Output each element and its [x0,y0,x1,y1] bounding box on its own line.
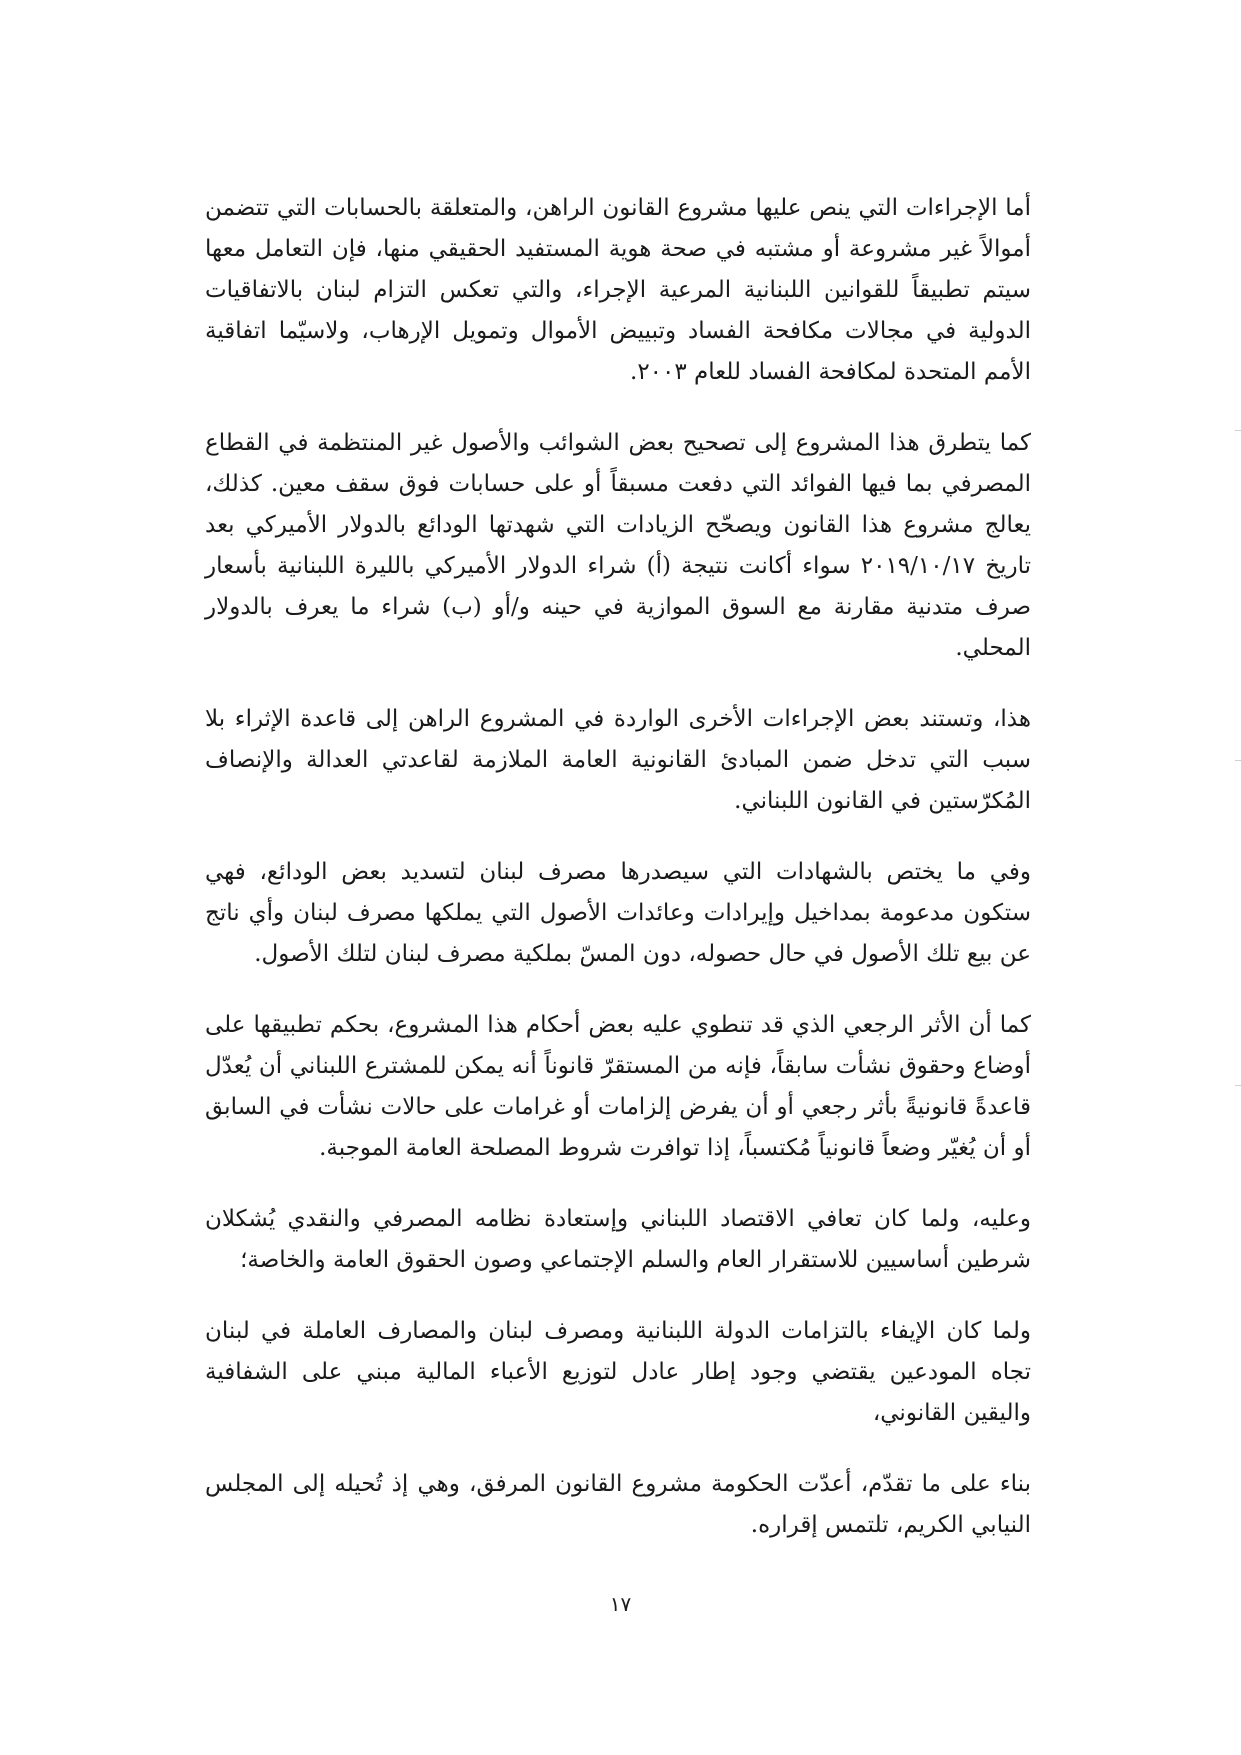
paragraph-6: وعليه، ولما كان تعافي الاقتصاد اللبناني وإستعادة نظامه المصرفي والنقدي يُشكلان شرطين أساسيين للاستقرار العام والسلم الإجتماعي وصون الحقوق العامة والخاصة؛ [205,1206,1031,1273]
paragraph-1: أما الإجراءات التي ينص عليها مشروع القانون الراهن، والمتعلقة بالحسابات التي تتضمن أموالاً غير مشروعة أو مشتبه في صحة هوية المستفيد الحقيقي منها، فإن التعامل معها سيتم تطبيقاً للقوانين اللبنانية المرعية الإجراء، والتي تعكس التزام لبنان بالاتفاقيات الدولية في مجالات مكافحة الفساد وتبييض الأموال وتمويل الإرهاب، ولاسيّما اتفاقية الأمم المتحدة لمكافحة الفساد للعام ٢٠٠٣. [205,195,1031,385]
paragraph-3: هذا، وتستند بعض الإجراءات الأخرى الواردة في المشروع الراهن إلى قاعدة الإثراء بلا سبب التي تدخل ضمن المبادئ القانونية العامة الملازمة لقاعدتي العدالة والإنصاف المُكرّستين في القانون اللبناني. [205,706,1031,814]
paragraph-7: ولما كان الإيفاء بالتزامات الدولة اللبنانية ومصرف لبنان والمصارف العاملة في لبنان تجاه المودعين يقتضي وجود إطار عادل لتوزيع الأعباء المالية مبني على الشفافية واليقين القانوني، [205,1318,1031,1426]
page-number: ١٧ [609,1592,632,1616]
scan-edge-mark [1235,1085,1241,1086]
scan-edge-mark [1235,430,1241,431]
paragraph-2: كما يتطرق هذا المشروع إلى تصحيح بعض الشوائب والأصول غير المنتظمة في القطاع المصرفي بما فيها الفوائد التي دفعت مسبقاً أو على حسابات فوق سقف معين. كذلك، يعالج مشروع هذا القانون ويصحّح الزيادات التي شهدتها الودائع بالدولار الأميركي بعد تاريخ ٢٠١٩/١٠/١٧ سواء أكانت نتيجة (أ) شراء الدولار الأميركي بالليرة اللبنانية بأسعار صرف متدنية مقارنة مع السوق الموازية في حينه و/أو (ب) شراء ما يعرف بالدولار المحلي. [205,430,1031,661]
scan-edge-mark [1235,760,1241,761]
paragraph-8: بناء على ما تقدّم، أعدّت الحكومة مشروع القانون المرفق، وهي إذ تُحيله إلى المجلس النيابي الكريم، تلتمس إقراره. [205,1471,1031,1538]
document-body [205,188,1031,1576]
paragraph-5: كما أن الأثر الرجعي الذي قد تنطوي عليه بعض أحكام هذا المشروع، بحكم تطبيقها على أوضاع وحقوق نشأت سابقاً، فإنه من المستقرّ قانوناً أنه يمكن للمشترع اللبناني أن يُعدّل قاعدةً قانونيةً بأثر رجعي أو أن يفرض إلزامات أو غرامات على حالات نشأت في السابق أو أن يُغيّر وضعاً قانونياً مُكتسباً، إذا توافرت شروط المصلحة العامة الموجبة. [205,1012,1031,1161]
paragraph-4: وفي ما يختص بالشهادات التي سيصدرها مصرف لبنان لتسديد بعض الودائع، فهي ستكون مدعومة بمداخيل وإيرادات وعائدات الأصول التي يملكها مصرف لبنان وأي ناتج عن بيع تلك الأصول في حال حصوله، دون المسّ بملكية مصرف لبنان لتلك الأصول. [205,859,1031,967]
